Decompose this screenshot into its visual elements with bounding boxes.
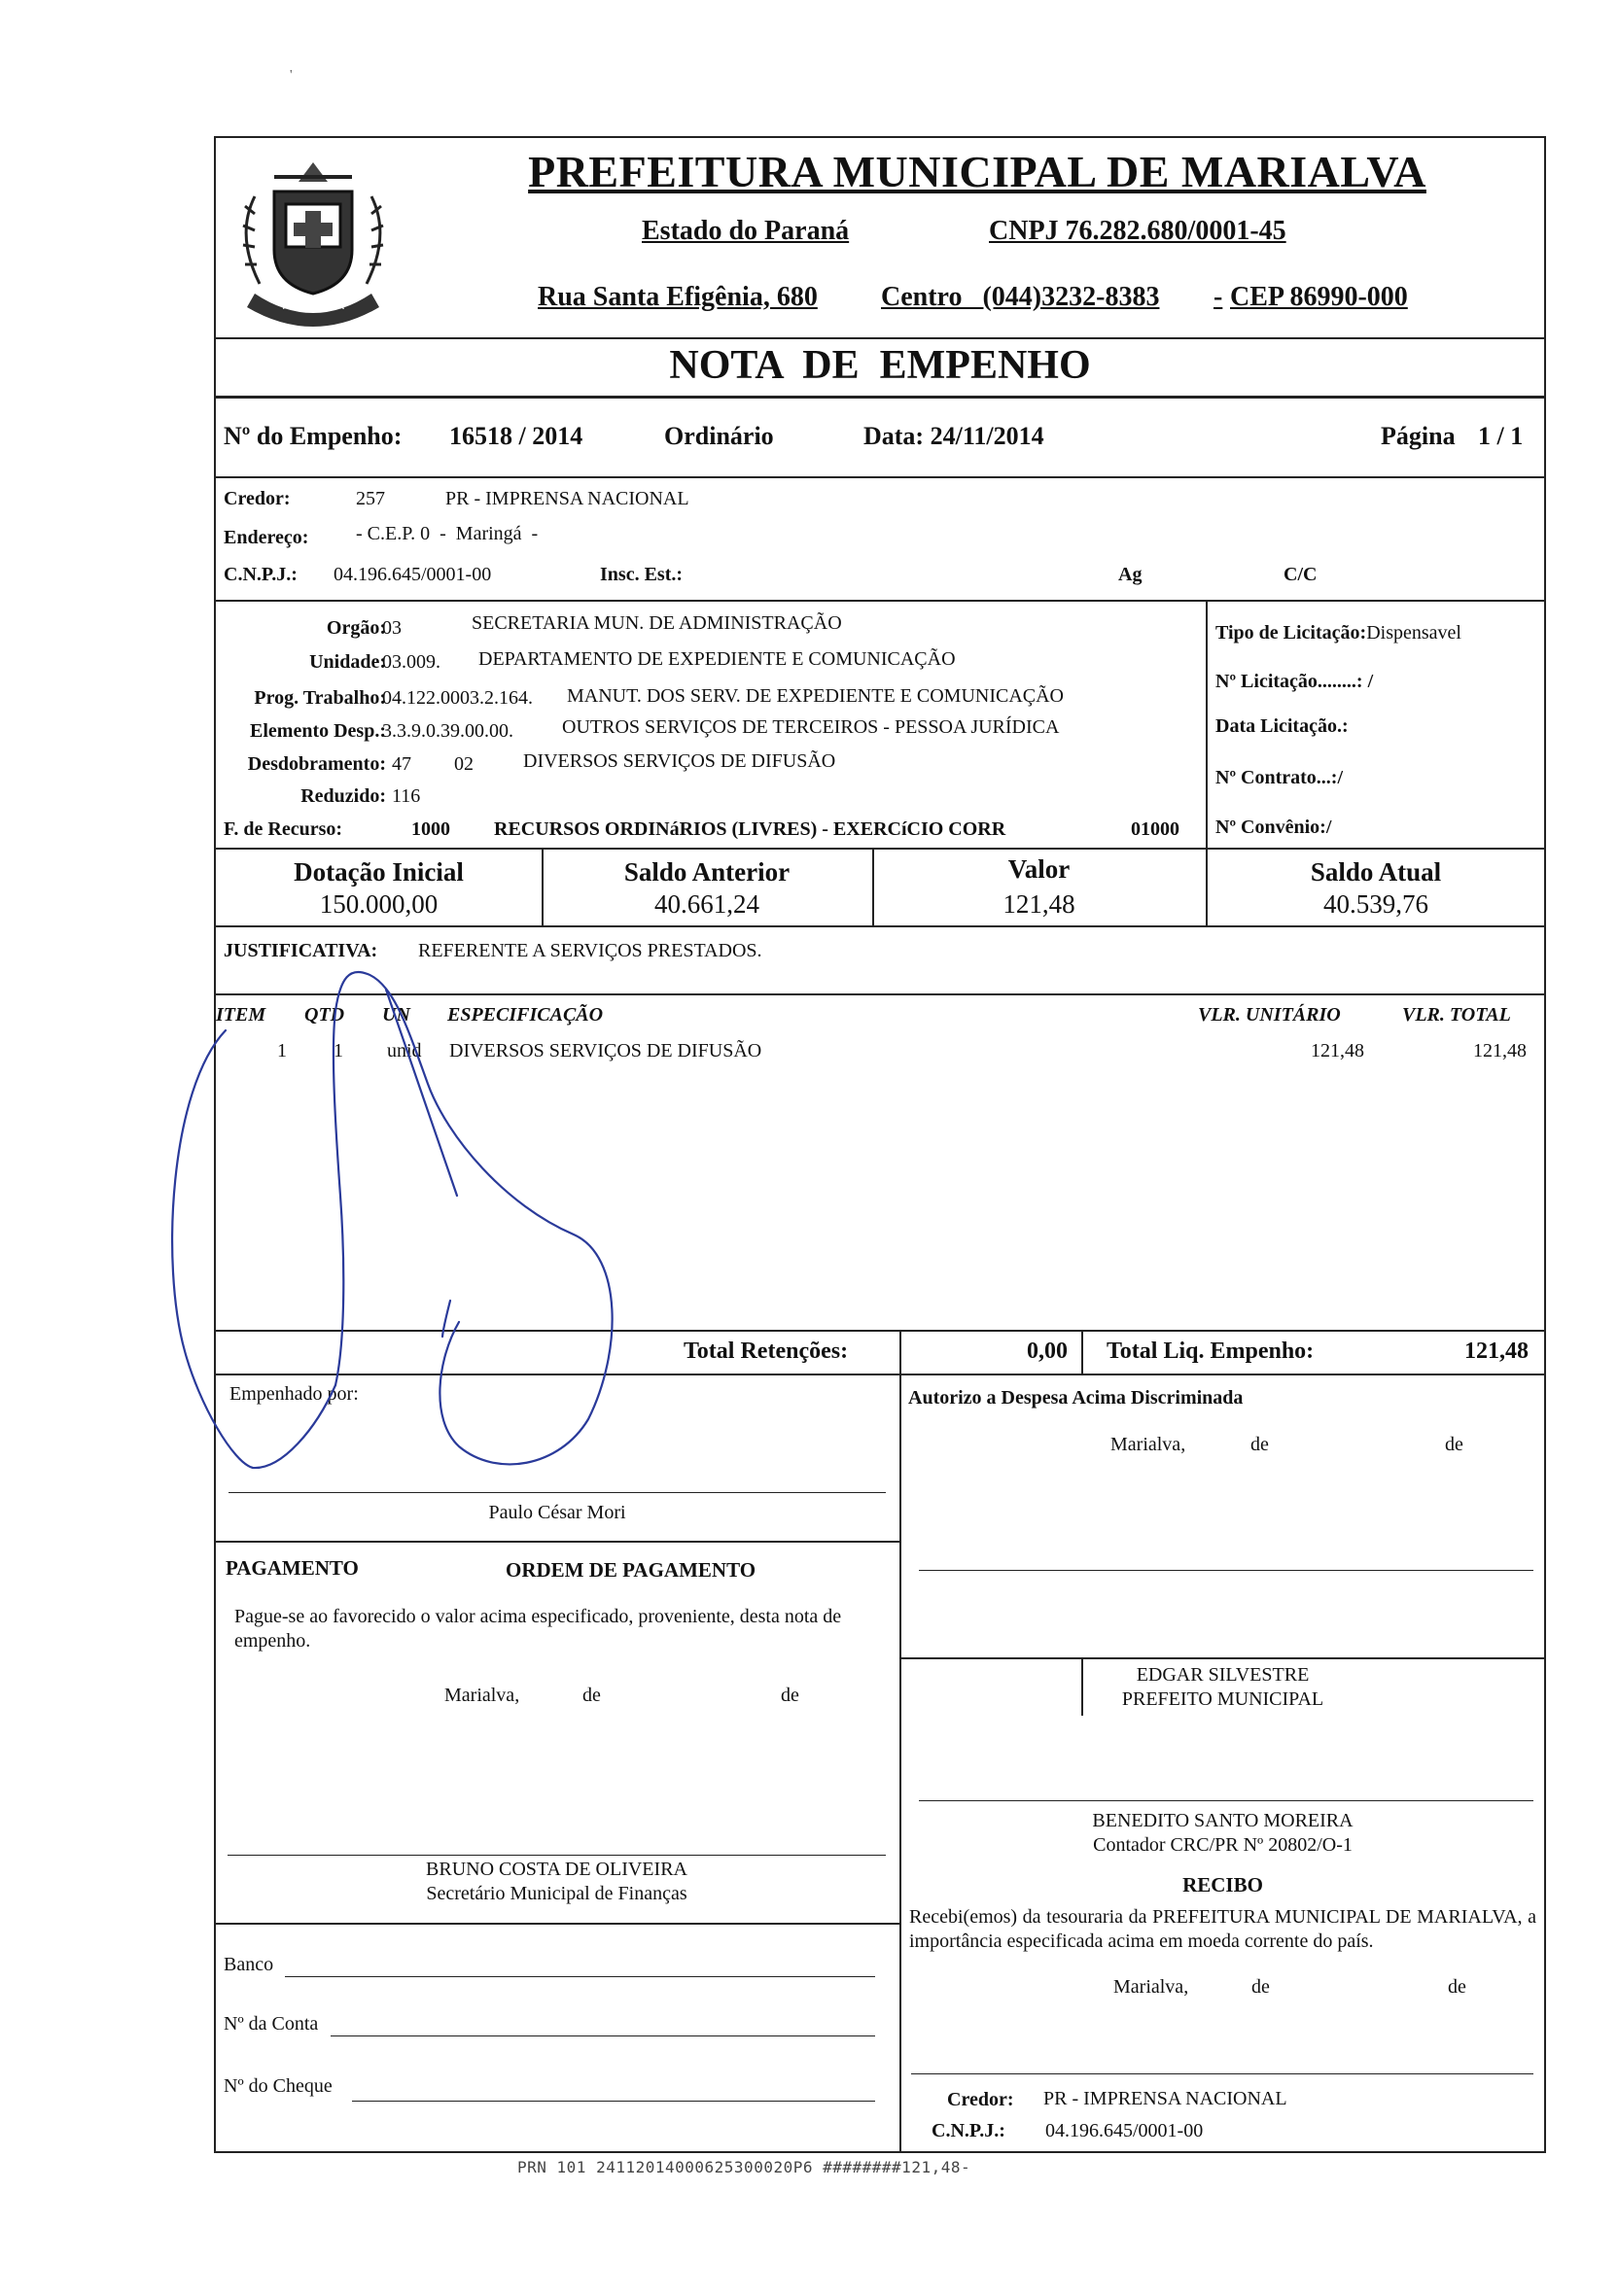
prog-trabalho-name: MANUT. DOS SERV. DE EXPEDIENTE E COMUNICAÇÃO [567, 685, 1064, 707]
fin-secretary-role: Secretário Municipal de Finanças [426, 1883, 687, 1904]
endereco-label: Endereço: [224, 527, 309, 548]
valor-label: Valor [1007, 854, 1071, 884]
unidade-code: 03.009. [382, 651, 440, 673]
contador-name: BENEDITO SANTO MOREIRA [1092, 1810, 1354, 1831]
reduzido-value: 116 [392, 785, 421, 807]
prog-trabalho-label: Prog. Trabalho: [254, 687, 386, 709]
desdobramento-name: DIVERSOS SERVIÇOS DE DIFUSÃO [523, 750, 836, 772]
recibo-place: Marialva, [1113, 1976, 1189, 1998]
empenho-number-label: Nº do Empenho: [224, 422, 403, 450]
unidade-name: DEPARTAMENTO DE EXPEDIENTE E COMUNICAÇÃO [478, 648, 956, 670]
pagamento-place: Marialva, [444, 1685, 520, 1706]
liq-empenho-label: Total Liq. Empenho: [1107, 1339, 1315, 1364]
row-vtotal: 121,48 [1473, 1040, 1527, 1061]
autorizo-label: Autorizo a Despesa Acima Discriminada [908, 1387, 1244, 1409]
row-qtd: 1 [334, 1040, 343, 1061]
justificativa-label: JUSTIFICATIVA: [224, 940, 378, 961]
col-un-header: UN [382, 1004, 410, 1026]
desdobramento-code: 47 [392, 753, 411, 775]
recibo-title: RECIBO [1182, 1873, 1263, 1896]
org-cep-sep: - [1214, 282, 1223, 312]
pagamento-de1: de [582, 1685, 601, 1706]
stray-mark: ' [290, 68, 293, 83]
dotacao-value: 150.000,00 [319, 889, 439, 919]
orgao-label: Orgão: [326, 617, 386, 639]
cnpj-label: C.N.P.J.: [224, 564, 298, 585]
cheque-label: Nº do Cheque [224, 2075, 333, 2097]
recurso-code: 1000 [411, 818, 450, 840]
justificativa-text: REFERENTE A SERVIÇOS PRESTADOS. [418, 940, 762, 961]
saldo-atual-value: 40.539,76 [1323, 889, 1428, 919]
empenhado-label: Empenhado por: [229, 1383, 359, 1405]
banco-label: Banco [224, 1954, 274, 1975]
contador-role: Contador CRC/PR Nº 20802/O-1 [1093, 1834, 1353, 1856]
orgao-name: SECRETARIA MUN. DE ADMINISTRAÇÃO [472, 612, 842, 634]
credor-code: 257 [356, 488, 385, 509]
col-item-header: ITEM [216, 1004, 266, 1026]
row-vunit: 121,48 [1311, 1040, 1364, 1061]
org-street: Rua Santa Efigênia, 680 [538, 282, 818, 312]
saldo-atual-label: Saldo Atual [1310, 857, 1442, 887]
recibo-cnpj-label: C.N.P.J.: [932, 2120, 1005, 2141]
licitacao-type-label: Tipo de Licitação:Dispensavel [1215, 622, 1461, 644]
page-label: Página [1381, 422, 1456, 450]
recurso-number: 01000 [1131, 818, 1179, 840]
retencoes-label: Total Retenções: [684, 1339, 849, 1364]
svg-text:MARIALVA: MARIALVA [282, 297, 344, 312]
licitacao-type-value: Dispensavel [1366, 622, 1461, 644]
ordem-pagamento-label: ORDEM DE PAGAMENTO [506, 1558, 756, 1582]
account-label: C/C [1284, 564, 1318, 585]
pagamento-label: PAGAMENTO [226, 1556, 359, 1580]
desdobramento-label: Desdobramento: [247, 753, 386, 775]
row-item: 1 [277, 1040, 287, 1061]
org-cnpj: CNPJ 76.282.680/0001-45 [989, 216, 1286, 246]
recibo-de1: de [1251, 1976, 1270, 1998]
autorizo-de2: de [1445, 1434, 1463, 1455]
elemento-code: 3.3.9.0.39.00.00. [382, 720, 513, 742]
licitacao-date: Data Licitação.: [1215, 715, 1349, 737]
prog-trabalho-code: 04.122.0003.2.164. [382, 687, 533, 709]
col-espec-header: ESPECIFICAÇÃO [447, 1004, 604, 1026]
pagamento-text: Pague-se ao favorecido o valor acima especificado, proveniente, desta nota de empenho. [234, 1606, 842, 1652]
autorizo-de1: de [1250, 1434, 1269, 1455]
cnpj-value: 04.196.645/0001-00 [334, 564, 492, 585]
col-vunit-header: VLR. UNITÁRIO [1198, 1004, 1341, 1026]
empenho-date: Data: 24/11/2014 [863, 422, 1044, 450]
retencoes-value: 0,00 [1027, 1339, 1068, 1364]
recurso-name: RECURSOS ORDINáRIOS (LIVRES) - EXERCíCIO CORR [494, 818, 1006, 840]
row-espec: DIVERSOS SERVIÇOS DE DIFUSÃO [449, 1040, 762, 1061]
credor-label: Credor: [224, 488, 291, 509]
contrato-number: Nº Contrato...:/ [1215, 767, 1344, 788]
licitacao-number: Nº Licitação........: / [1215, 671, 1374, 692]
recibo-credor-label: Credor: [947, 2089, 1014, 2110]
recurso-label: F. de Recurso: [224, 818, 343, 840]
conta-label: Nº da Conta [224, 2013, 319, 2035]
recibo-de2: de [1448, 1976, 1466, 1998]
org-title: PREFEITURA MUNICIPAL DE MARIALVA [528, 147, 1426, 196]
credor-name: PR - IMPRENSA NACIONAL [445, 488, 689, 509]
dotacao-label: Dotação Inicial [294, 857, 464, 887]
empenho-number: 16518 / 2014 [449, 422, 583, 450]
saldo-anterior-label: Saldo Anterior [623, 857, 791, 887]
empenhado-name: Paulo César Mori [488, 1502, 626, 1523]
desdobramento-sub: 02 [454, 753, 474, 775]
liq-empenho-value: 121,48 [1464, 1339, 1529, 1364]
org-phone: Centro (044)3232-8383 [881, 282, 1160, 312]
fin-secretary-name: BRUNO COSTA DE OLIVEIRA [426, 1859, 687, 1880]
recibo-text: Recebi(emos) da tesouraria da PREFEITURA MUNICIPAL DE MARIALVA, a importância especificada acima em moeda corrente do país. [909, 1906, 1536, 1952]
doc-title: NOTA DE EMPENHO [669, 343, 1091, 388]
valor-value: 121,48 [1002, 889, 1075, 919]
agency-label: Ag [1118, 564, 1143, 585]
pagamento-de2: de [781, 1685, 799, 1706]
convenio-number: Nº Convênio:/ [1215, 817, 1332, 838]
org-cep: CEP 86990-000 [1230, 282, 1408, 312]
elemento-label: Elemento Desp.: [250, 720, 386, 742]
empenho-type: Ordinário [664, 422, 774, 450]
row-un: unid [387, 1040, 422, 1061]
saldo-anterior-value: 40.661,24 [654, 889, 759, 919]
prefeito-name: EDGAR SILVESTRE [1136, 1664, 1310, 1686]
elemento-name: OUTROS SERVIÇOS DE TERCEIROS - PESSOA JURÍDICA [562, 716, 1060, 738]
endereco-value: - C.E.P. 0 - Maringá - [356, 523, 539, 544]
autorizo-place: Marialva, [1110, 1434, 1186, 1455]
state-name: Estado do Paraná [642, 216, 850, 246]
unidade-label: Unidade: [309, 651, 386, 673]
orgao-code: 03 [382, 617, 402, 639]
recibo-credor-value: PR - IMPRENSA NACIONAL [1043, 2088, 1287, 2109]
col-vtotal-header: VLR. TOTAL [1402, 1004, 1511, 1026]
prefeito-role: PREFEITO MUNICIPAL [1121, 1688, 1324, 1710]
footer-code: PRN 101 24112014000625300020P6 ########121,48- [517, 2158, 971, 2176]
page-number: 1 / 1 [1478, 422, 1524, 450]
col-qtd-header: QTD [304, 1004, 345, 1026]
insc-est-label: Insc. Est.: [600, 564, 684, 585]
reduzido-label: Reduzido: [300, 785, 386, 807]
recibo-cnpj-value: 04.196.645/0001-00 [1045, 2120, 1204, 2141]
